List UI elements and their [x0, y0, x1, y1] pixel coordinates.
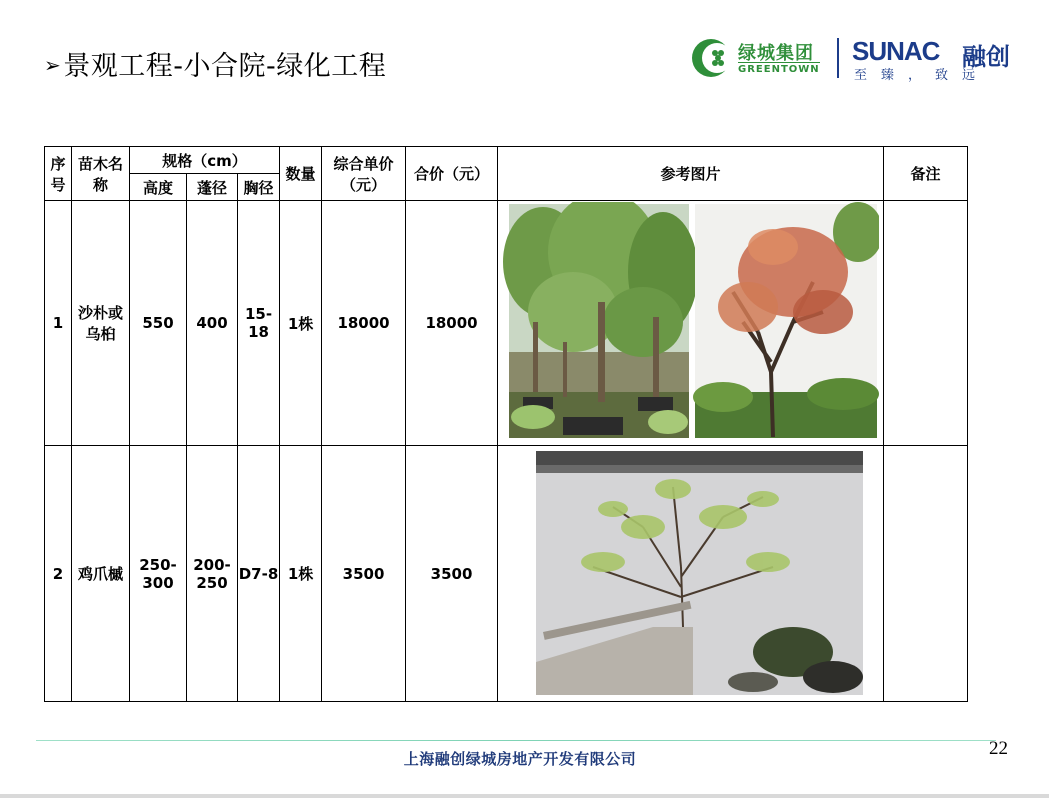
- bottom-bar: [0, 794, 1049, 798]
- page-title: [44, 44, 386, 83]
- tree-photos-row1: [503, 202, 879, 440]
- header-height: 高度: [130, 174, 187, 201]
- cell-crown: 400: [187, 201, 238, 446]
- cell-photo: [498, 446, 884, 702]
- header-qty: 数量: [280, 147, 322, 201]
- cell-dbh: D7-8: [238, 446, 280, 702]
- sunac-logo: [852, 36, 1017, 82]
- company-name: 上海融创绿城房地产开发有限公司: [403, 750, 637, 768]
- header-no: 序号: [45, 147, 72, 201]
- cell-remark: [884, 446, 968, 702]
- tree-photo-grove: [503, 202, 698, 438]
- header-remark: 备注: [884, 147, 968, 201]
- header-dbh: 胸径: [238, 174, 280, 201]
- cell-qty: 1株: [280, 446, 322, 702]
- header-name: 苗木名称: [72, 147, 130, 201]
- table-row: [45, 446, 968, 702]
- header-total: 合价（元）: [406, 147, 498, 201]
- cell-no: 1: [45, 201, 72, 446]
- greentown-name-cn: 绿城集团: [738, 43, 814, 64]
- greentown-logo: [690, 37, 825, 79]
- page-title-text: 景观工程-小合院-绿化工程: [63, 51, 387, 82]
- cell-no: 2: [45, 446, 72, 702]
- cell-qty: 1株: [280, 201, 322, 446]
- tree-photo-maple: [503, 447, 879, 697]
- greentown-name-en: GREENTOWN: [738, 64, 820, 75]
- header-crown: 蓬径: [187, 174, 238, 201]
- cell-dbh: 15-18: [238, 201, 280, 446]
- header-unit-price: 综合单价（元）: [322, 147, 406, 201]
- header-photo: 参考图片: [498, 147, 884, 201]
- sunac-name-en: SUNAC: [852, 36, 940, 66]
- plant-table: [44, 146, 968, 702]
- cell-name: 鸡爪槭: [72, 446, 130, 702]
- cell-total: 3500: [406, 446, 498, 702]
- table-row: [45, 201, 968, 446]
- cell-name: 沙朴或乌桕: [72, 201, 130, 446]
- tree-photo-redleaf: [693, 202, 879, 438]
- logo-divider: [837, 38, 839, 78]
- cell-height: 250-300: [130, 446, 187, 702]
- greentown-emblem-icon: [690, 37, 734, 79]
- cell-unit-price: 3500: [322, 446, 406, 702]
- cell-crown: 200-250: [187, 446, 238, 702]
- arrow-bullet-icon: ➢: [44, 53, 62, 77]
- sunac-name-cn: 融创: [962, 43, 1010, 71]
- sunac-slogan: 至臻，致远: [854, 68, 990, 83]
- cell-unit-price: 18000: [322, 201, 406, 446]
- cell-photo: [498, 201, 884, 446]
- header-spec: 规格（cm）: [130, 147, 280, 174]
- cell-height: 550: [130, 201, 187, 446]
- cell-total: 18000: [406, 201, 498, 446]
- page-number: 22: [989, 738, 1008, 759]
- cell-remark: [884, 201, 968, 446]
- footer-divider: [36, 740, 996, 741]
